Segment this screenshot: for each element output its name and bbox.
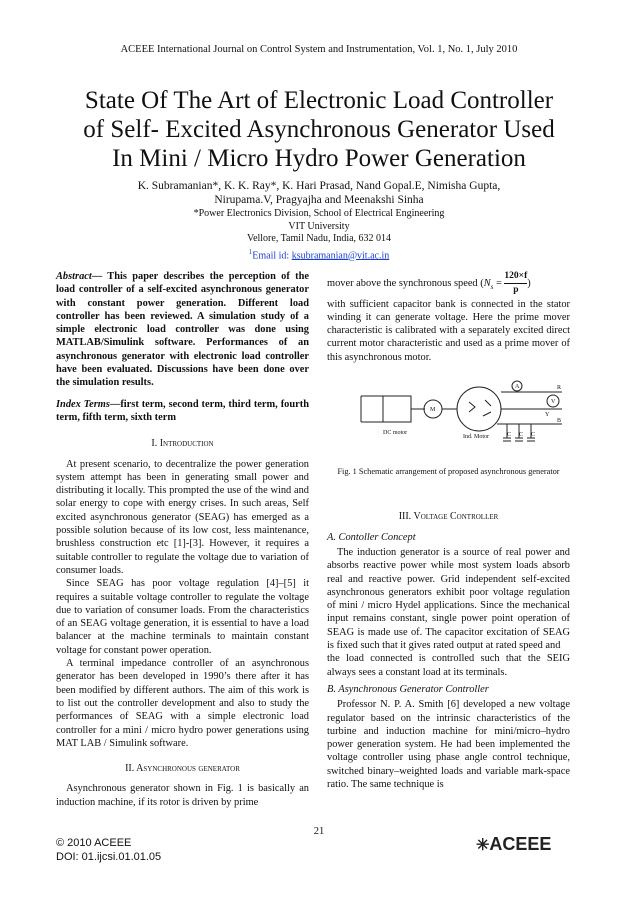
label-dc-motor: DC motor [383, 430, 408, 437]
logo-star-icon: ✳ [476, 837, 490, 854]
authors-line-2: Nirupama.V, Pragyajha and Meenakshi Sinha [214, 194, 424, 206]
section-heading-voltage-controller: III. Voltage Controller [398, 511, 499, 523]
logo-text: ACEEE [489, 834, 552, 854]
formula-ns [483, 278, 494, 292]
generator-controller-paragraph: Professor N. P. A. Smith [6] developed a new voltage regulator based on the intrinsic characteristics of the turbine and induction machine for mini/micro–hydro power generation system. He had been implemented the voltage controller using phase angle control technique, switched binary–weighted loads and variable mark-space ratio. The same technique is [327, 699, 570, 791]
title-line-1: State Of The Art of Electronic Load Controller [84, 87, 554, 114]
email-link[interactable]: ksubramanian@vit.ac.in [291, 249, 390, 261]
formula-denominator: p [513, 285, 519, 296]
index-terms-text: —first term, second term, third term, fourth term, fifth term, sixth term [56, 398, 309, 423]
abstract [56, 270, 309, 390]
affiliation [60, 208, 578, 262]
title-line-2: of Self- Excited Asynchronous Generator Used [83, 116, 555, 143]
email-superscript: 1 [248, 247, 253, 256]
formula-subscript: s [490, 283, 494, 292]
dc-motor-box [383, 396, 411, 422]
continuation-paragraph: mover above the synchronous speed ($N_s$ = $\frac{120\times f}{p}$ ) [327, 270, 570, 298]
label-v: V [551, 399, 556, 406]
left-column [56, 270, 309, 809]
controller-concept-paragraph-2: the load connected is controlled such that the SEIG always sees a constant load at its terminals. [327, 653, 570, 678]
doi: DOI: 01.ijcsi.01.01.05 [56, 851, 162, 863]
formula-numerator: 120×f [504, 270, 527, 284]
asynchronous-paragraph-1: Asynchronous generator shown in Fig. 1 is basically an induction machine, if its rotor is driven by prime [56, 783, 309, 808]
intro-paragraph-1: At present scenario, to decentralize the power generation system attempt has been in generating small power and distributing it locally. This prompted the use of the wind and solar energy to cope with energy crises. In such areas, Self excited asynchronous generator (SEAG) has emerged as a possible solution because of its low cost, less maintenance, brushless construction etc [1]-[3]. However, it requires a suitable controller to regulate the voltage due to variation of consumer loads. [56, 458, 309, 576]
index-terms-label: Index Terms [56, 398, 110, 410]
authors-line-1: K. Subramanian*, K. K. Ray*, K. Hari Prasad, Nand Gopal.E, Nimisha Gupta, [137, 180, 501, 192]
section-heading-introduction: I. Introduction [151, 438, 214, 450]
label-ind-motor: Ind. Motor [463, 434, 489, 441]
label-m: M [430, 407, 436, 414]
label-a: A [515, 384, 520, 391]
title-line-3: In Mini / Micro Hydro Power Generation [112, 145, 526, 172]
email-label: Email id: [252, 249, 292, 261]
footer-info [56, 836, 161, 864]
page-number: 21 [313, 826, 325, 837]
label-b: B [557, 418, 562, 425]
label-c3: C [531, 432, 536, 439]
copyright: © 2010 ACEEE [56, 837, 132, 849]
intro-paragraph-3: A terminal impedance controller of an asynchronous generator has been developed in 1990’s there after it has been modified by different authors. The aim of this work is to list out the controller development and also to study the performances of SEAG with a simple electronic load controller for a mini / micro hydro power generations using MAT LAB / Simulink software. [56, 658, 309, 749]
affiliation-line-2: VIT University [288, 220, 350, 232]
schematic-figure [357, 372, 567, 456]
journal-header: ACEEE International Journal on Control System and Instrumentation, Vol. 1, No. 1, July 2010 [120, 44, 518, 55]
subheading-asynchronous-generator-controller: B. Asynchronous Generator Controller [327, 683, 489, 695]
affiliation-line-3: Vellore, Tamil Nadu, India, 632 014 [246, 233, 392, 244]
index-terms [56, 398, 309, 425]
label-r: R [557, 385, 562, 392]
formula-lhs: N [483, 278, 491, 290]
prime-mover-paragraph: with sufficient capacitor bank is connected in the stator winding it can generate voltage. Here the prime mover characteristic is calibrated with a separately excited direct current motor characteristic and used as a prime mover of this asynchronous motor. [327, 298, 570, 363]
author-list [60, 179, 578, 207]
section-heading-asynchronous-generator: II. Asynchronous generator [125, 763, 240, 775]
paper-title [40, 86, 598, 173]
affiliation-line-1: *Power Electronics Division, School of Electrical Engineering [193, 208, 445, 219]
intro-paragraph-2: Since SEAG has poor voltage regulation [4]–[5] it requires a suitable voltage controller to regulate the voltage due to variation of consumer loads. From the characteristics of an SEAG voltage generation, it is essential to have a load balancer at the machine terminals to maintain constant voltage for constant power operation. [56, 578, 309, 656]
subheading-controller-concept: A. Contoller Concept [327, 531, 416, 543]
label-c2: C [519, 432, 524, 439]
label-y: Y [545, 412, 550, 419]
abstract-label: Abstract [56, 271, 92, 282]
induction-motor-circle [457, 387, 501, 431]
formula-fraction [504, 270, 527, 298]
publisher-logo [476, 834, 551, 855]
right-column [327, 270, 570, 791]
continuation-text-start: mover above the synchronous speed ( [327, 278, 484, 290]
abstract-text: — This paper describes the perception of the load controller of a self-excited asynchronous generator with constant power generation. Different load controller has been reviewed. A simulation study of a simple electronic load controller was done using MATLAB/Simulink software. Performances of an asynchronous generator with electronic load controller have been evaluated. Discussions have been done over the simulation results. [56, 271, 309, 389]
email-line [60, 246, 578, 263]
controller-concept-paragraph: The induction generator is a source of real power and absorbs reactive power while most system loads absorb real and reactive power. Grid independent self-excited asynchronous generators exhibit poor voltage regulation of mini / micro Hydel applications. Since the mechanical input remains constant, single power point operation of SEAG is made use of. The capacitor excitation of SEAG is fixed such that it gives rated output at rated speed and [327, 546, 570, 652]
label-c1: C [507, 432, 512, 439]
figure-caption: Fig. 1 Schematic arrangement of proposed asynchronous generator [337, 467, 560, 477]
